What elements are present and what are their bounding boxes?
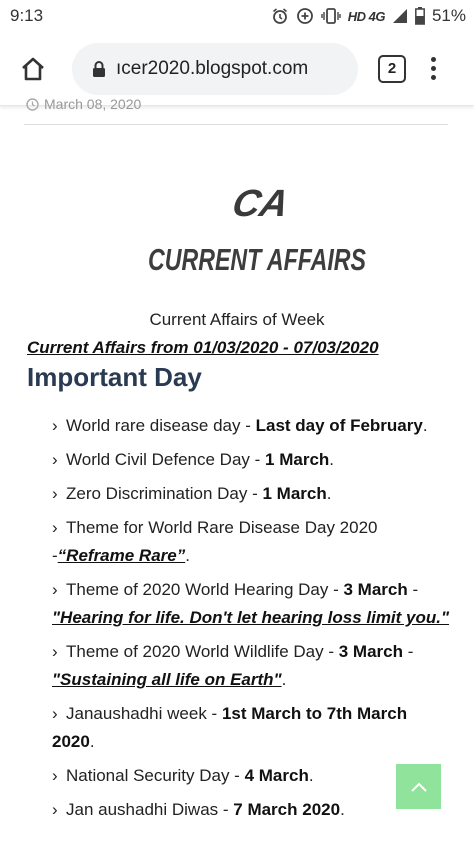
list-item: › National Security Day - 4 March. <box>52 762 452 790</box>
logo-text: CURRENT AFFAIRS <box>148 242 367 277</box>
chevron-right-icon: › <box>52 484 58 503</box>
post-date-text: March 08, 2020 <box>44 96 142 112</box>
alarm-icon <box>271 7 289 25</box>
signal-icon <box>392 8 408 24</box>
data-saver-icon <box>296 7 314 25</box>
scroll-to-top-button[interactable] <box>396 764 441 809</box>
chevron-right-icon: › <box>52 800 58 819</box>
vibrate-icon <box>321 7 341 25</box>
tab-switcher-button[interactable]: 2 <box>378 55 406 83</box>
logo-monogram: CA <box>228 182 293 225</box>
status-time: 9:13 <box>10 6 44 25</box>
chevron-right-icon: › <box>52 580 58 599</box>
current-affairs-logo <box>145 178 370 278</box>
list-item: › Janaushadhi week - 1st March to 7th March 2020. <box>52 700 452 756</box>
address-bar[interactable] <box>72 43 358 95</box>
chevron-right-icon: › <box>52 416 58 435</box>
chevron-right-icon: › <box>52 450 58 469</box>
section-heading: Important Day <box>27 362 202 392</box>
theme-link[interactable]: “Reframe Rare” <box>57 546 186 565</box>
battery-percent: 51% <box>431 6 466 25</box>
clock-icon <box>26 98 39 111</box>
status-icons <box>271 6 466 26</box>
list-item: › World Civil Defence Day - 1 March. <box>52 446 452 474</box>
battery-icon <box>415 7 425 25</box>
chevron-right-icon: › <box>52 704 58 723</box>
list-item: › Theme for World Rare Disease Day 2020 -“Reframe Rare”. <box>52 514 452 570</box>
chevron-right-icon: › <box>52 518 58 537</box>
date-range-link[interactable]: Current Affairs from 01/03/2020 - 07/03/2020 <box>27 338 379 357</box>
theme-link[interactable]: "Sustaining all life on Earth" <box>52 670 282 689</box>
network-type: HD 4G <box>347 8 385 24</box>
chevron-right-icon: › <box>52 766 58 785</box>
list-item: › World rare disease day - Last day of February. <box>52 412 452 440</box>
page-content <box>0 96 474 842</box>
list-item: › Zero Discrimination Day - 1 March. <box>52 480 452 508</box>
list-item: › Jan aushadhi Diwas - 7 March 2020. <box>52 796 452 824</box>
menu-icon[interactable] <box>428 57 438 80</box>
url-text: ıcer2020.blogspot.com <box>116 57 309 79</box>
home-icon <box>19 55 47 83</box>
divider <box>24 124 448 125</box>
status-bar <box>0 0 474 32</box>
post-date <box>26 96 141 112</box>
list-item: › Theme of 2020 World Hearing Day - 3 March -"Hearing for life. Don't let hearing loss limit you." <box>52 576 452 632</box>
theme-link[interactable]: "Hearing for life. Don't let hearing loss limit you." <box>52 608 450 627</box>
browser-toolbar <box>0 32 474 106</box>
chevron-up-icon <box>410 781 428 793</box>
list-item: › Theme of 2020 World Wildlife Day - 3 March -"Sustaining all life on Earth". <box>52 638 452 694</box>
image-caption: Current Affairs of Week <box>149 310 325 329</box>
important-days-list <box>52 412 452 830</box>
lock-icon <box>92 60 106 78</box>
chevron-right-icon: › <box>52 642 58 661</box>
home-button[interactable] <box>16 52 50 86</box>
